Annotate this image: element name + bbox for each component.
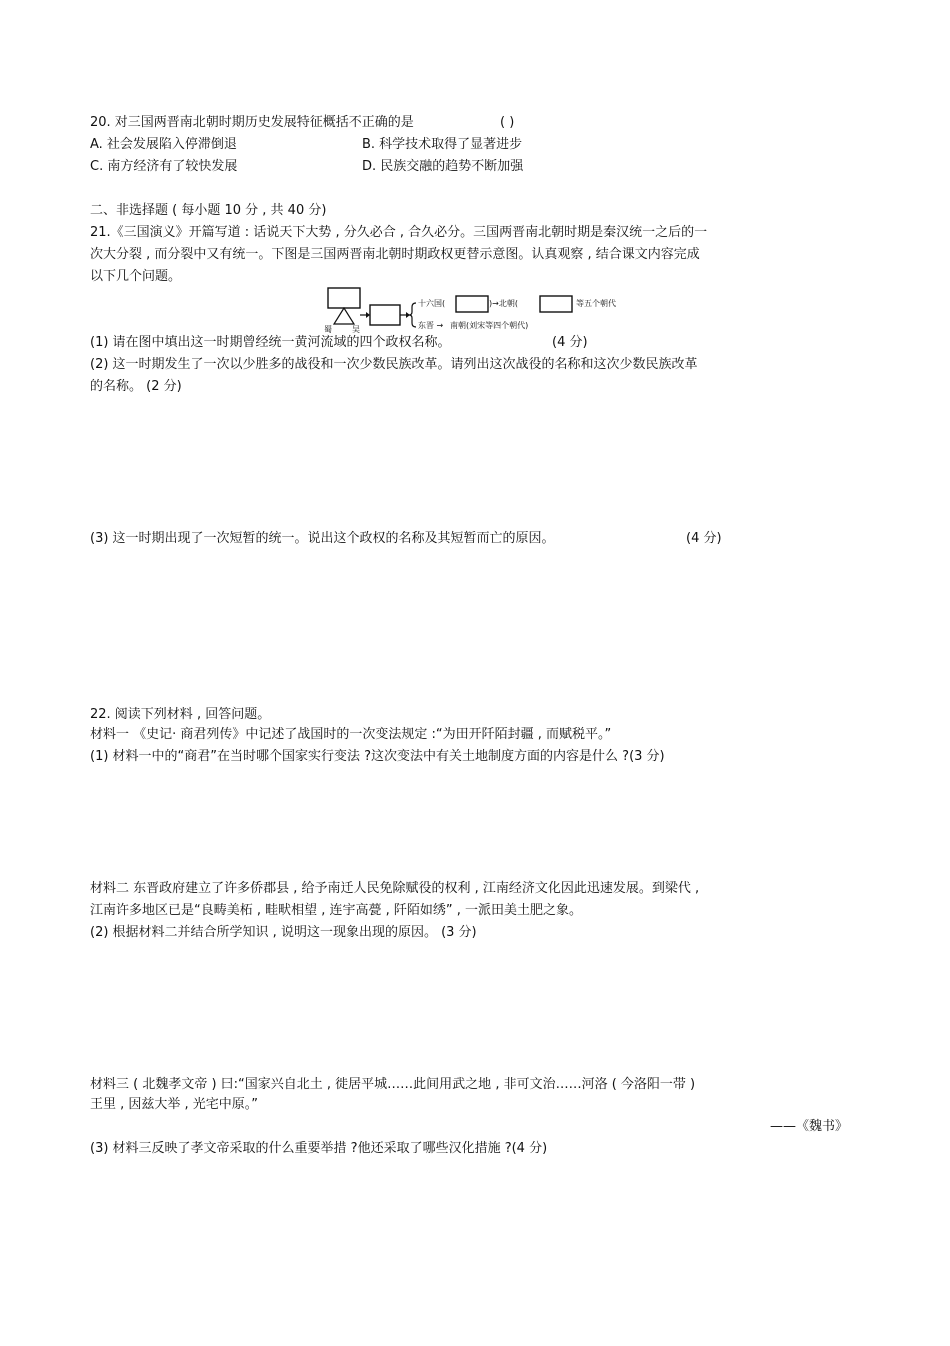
eastern-jin-label: 东晋 → xyxy=(418,321,444,330)
split-brace xyxy=(409,303,416,327)
three-kingdoms-triangle xyxy=(334,308,354,324)
q21-part1-score: (4 分) xyxy=(552,335,588,350)
q22-material3-line1: 材料三 ( 北魏孝文帝 ) 曰:“国家兴自北土 , 徙居平城……此间用武之地 , 非可文治……河洛 ( 今洛阳一带 ) xyxy=(90,1077,696,1092)
section2-title: 二、非选择题 ( 每小题 10 分 , 共 40 分) xyxy=(90,203,327,218)
q20-option-b: B. 科学技术取得了显著进步 xyxy=(362,137,523,152)
q21-intro-line3: 以下几个问题。 xyxy=(90,269,182,284)
northern-dynasties-label: )→北朝( xyxy=(489,299,518,308)
q22-material3-line2: 王里 , 因兹大举 , 光宅中原。” xyxy=(90,1097,259,1112)
regime-succession-diagram xyxy=(318,286,648,334)
q22-material2-line2: 江南许多地区已是“良畴美柘 , 畦畎相望 , 连宇高甍 , 阡陌如绣” , 一派田美土肥之象。 xyxy=(90,903,583,918)
q21-part3: (3) 这一时期出现了一次短暂的统一。说出这个政权的名称及其短暂而亡的原因。 xyxy=(90,531,555,546)
shu-label: 蜀 xyxy=(324,325,332,334)
q20-answer-paren: ( ) xyxy=(500,115,515,130)
q22-material1: 材料一 《史记· 商君列传》中记述了战国时的一次变法规定 :“为田开阡陌封疆 , 而赋税平。” xyxy=(90,727,612,742)
q22-material3-source: ——《魏书》 xyxy=(770,1119,849,1134)
q21-intro-line2: 次大分裂 , 而分裂中又有统一。下图是三国两晋南北朝时期政权更替示意图。认真观察 , 结合课文内容完成 xyxy=(90,247,700,262)
q22-material2-line1: 材料二 东晋政府建立了许多侨郡县 , 给予南迁人民免除赋役的权利 , 江南经济文化因此迅速发展。到梁代 , xyxy=(90,881,700,896)
q20-stem: 20. 对三国两晋南北朝时期历史发展特征概括不正确的是 xyxy=(90,115,414,130)
q21-part2-line1: (2) 这一时期发生了一次以少胜多的战役和一次少数民族改革。请列出这次战役的名称和这次少数民族改革 xyxy=(90,357,698,372)
q22-part2: (2) 根据材料二并结合所学知识 , 说明这一现象出现的原因。 (3 分) xyxy=(90,925,477,940)
southern-dynasties-label: 南朝(刘宋等四个朝代) xyxy=(450,321,529,330)
wu-label: 吴 xyxy=(352,325,360,334)
q22-part3: (3) 材料三反映了孝文帝采取的什么重要举措 ?他还采取了哪些汉化措施 ?(4 分) xyxy=(90,1141,548,1156)
q20-option-d: D. 民族交融的趋势不断加强 xyxy=(362,159,524,174)
five-dynasties-label: 等五个朝代 xyxy=(576,299,616,308)
western-jin-blank-box xyxy=(370,305,400,325)
q21-part3-score: (4 分) xyxy=(686,531,722,546)
sixteen-kingdoms-label: 十六国( xyxy=(418,299,446,308)
northern-dynasties-blank-box xyxy=(540,296,572,312)
q20-option-c: C. 南方经济有了较快发展 xyxy=(90,159,238,174)
sixteen-kingdoms-blank-box xyxy=(456,296,488,312)
q22-stem: 22. 阅读下列材料 , 回答问题。 xyxy=(90,707,271,722)
q21-intro-line1: 21.《三国演义》开篇写道 : 话说天下大势 , 分久必合 , 合久必分。三国两晋南北朝时期是秦汉统一之后的一 xyxy=(90,225,708,240)
q21-part2-line2: 的名称。 (2 分) xyxy=(90,379,182,394)
q22-part1: (1) 材料一中的“商君”在当时哪个国家实行变法 ?这次变法中有关土地制度方面的内容是什么 ?(3 分) xyxy=(90,749,665,764)
wei-blank-box xyxy=(328,288,360,308)
q20-option-a: A. 社会发展陷入停滞倒退 xyxy=(90,137,237,152)
q21-part1: (1) 请在图中填出这一时期曾经统一黄河流域的四个政权名称。 xyxy=(90,335,451,350)
